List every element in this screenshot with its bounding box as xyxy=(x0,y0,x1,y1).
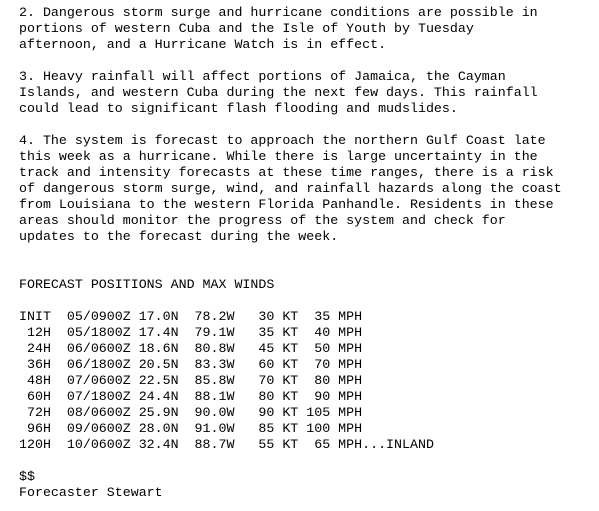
text-line: could lead to significant flash flooding and mudslides. xyxy=(19,101,458,116)
forecast-row: 72H 08/0600Z 25.9N 90.0W 90 KT 105 MPH xyxy=(19,405,363,420)
key-message-2 xyxy=(19,5,594,53)
text-line: portions of western Cuba and the Isle of Youth by Tuesday xyxy=(19,21,474,36)
forecast-row: 120H 10/0600Z 32.4N 88.7W 55 KT 65 MPH...INLAND xyxy=(19,437,434,452)
advisory-footer xyxy=(19,469,594,501)
product-terminator: $$ xyxy=(19,469,35,484)
spacer xyxy=(19,117,594,133)
text-line: from Louisiana to the western Florida Panhandle. Residents in these xyxy=(19,197,554,212)
text-line: 3. Heavy rainfall will affect portions of Jamaica, the Cayman xyxy=(19,69,506,84)
spacer xyxy=(19,453,594,469)
text-line: of dangerous storm surge, wind, and rainfall hazards along the coast xyxy=(19,181,562,196)
forecaster-signature: Forecaster Stewart xyxy=(19,485,163,500)
forecast-row: 36H 06/1800Z 20.5N 83.3W 60 KT 70 MPH xyxy=(19,357,363,372)
forecast-row: 48H 07/0600Z 22.5N 85.8W 70 KT 80 MPH xyxy=(19,373,363,388)
text-line: 4. The system is forecast to approach the northern Gulf Coast late xyxy=(19,133,546,148)
forecast-heading: FORECAST POSITIONS AND MAX WINDS xyxy=(19,277,275,292)
advisory-text xyxy=(19,5,594,501)
forecast-row: INIT 05/0900Z 17.0N 78.2W 30 KT 35 MPH xyxy=(19,309,363,324)
spacer xyxy=(19,293,594,309)
text-line: areas should monitor the progress of the system and check for xyxy=(19,213,506,228)
text-line: 2. Dangerous storm surge and hurricane conditions are possible in xyxy=(19,5,538,20)
forecast-row: 24H 06/0600Z 18.6N 80.8W 45 KT 50 MPH xyxy=(19,341,363,356)
key-message-4 xyxy=(19,133,594,245)
forecast-row: 96H 09/0600Z 28.0N 91.0W 85 KT 100 MPH xyxy=(19,421,363,436)
key-message-3 xyxy=(19,69,594,117)
text-line: updates to the forecast during the week. xyxy=(19,229,339,244)
forecast-section xyxy=(19,277,594,453)
spacer xyxy=(19,245,594,261)
text-line: afternoon, and a Hurricane Watch is in effect. xyxy=(19,37,387,52)
forecast-row: 12H 05/1800Z 17.4N 79.1W 35 KT 40 MPH xyxy=(19,325,363,340)
text-line: this week as a hurricane. While there is large uncertainty in the xyxy=(19,149,538,164)
spacer xyxy=(19,261,594,277)
text-line: track and intensity forecasts at these time ranges, there is a risk xyxy=(19,165,554,180)
forecast-row: 60H 07/1800Z 24.4N 88.1W 80 KT 90 MPH xyxy=(19,389,363,404)
text-line: Islands, and western Cuba during the next few days. This rainfall xyxy=(19,85,538,100)
spacer xyxy=(19,53,594,69)
